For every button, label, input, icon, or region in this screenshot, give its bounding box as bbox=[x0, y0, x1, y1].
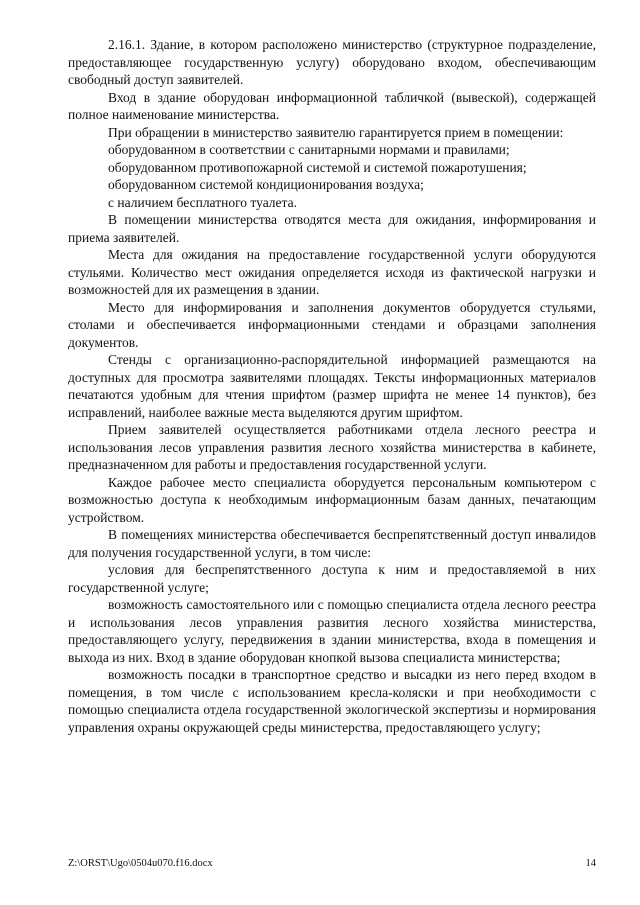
paragraph-workplace: Каждое рабочее место специалиста оборудуется персональным компьютером с возможностью доступа к необходимым информационным базам данных, печатающим устройством. bbox=[68, 474, 596, 525]
list-item-toilet: с наличием бесплатного туалета. bbox=[108, 194, 297, 210]
footer-file-path: Z:\ORST\Ugo\0504u070.f16.docx bbox=[68, 858, 213, 869]
paragraph-info-stands: Стенды с организационно-распорядительной информацией размещаются на доступных для просмотра заявителями площадях. Тексты информационных материалов печатаются удобным для чтения шрифтом (размер шрифта не менее 14 пунктов), без исправлений, наиболее важные места выделяются другим шрифтом. bbox=[68, 352, 596, 420]
paragraph-info-sign: Вход в здание оборудован информационной табличкой (вывеской), содержащей полное наименование министерства. bbox=[68, 89, 596, 122]
page-footer bbox=[68, 858, 596, 869]
list-item-sanitary: оборудованном в соответствии с санитарными нормами и правилами; bbox=[108, 142, 510, 157]
paragraph-reception-guarantee: При обращении в министерство заявителю гарантируется прием в помещении: bbox=[108, 124, 564, 140]
list-item-access-conditions: условия для беспрепятственного доступа к ним и предоставляемой в них государственной услуге; bbox=[68, 562, 596, 595]
list-item-transport: возможность посадки в транспортное средство и высадки из него перед входом в помещения, в том числе с использованием кресла-коляски и при необходимости с помощью специалиста отдела государственной экологической экспертизы и нормирования управления охраны окружающей среды министерства, предоставляющего услугу; bbox=[68, 667, 596, 735]
paragraph-info-place: Место для информирования и заполнения документов оборудуется стульями, столами и обеспечивается информационными стендами и образцами заполнения документов. bbox=[68, 299, 596, 350]
paragraph-reception-staff: Прием заявителей осуществляется работниками отдела лесного реестра и использования лесов управления развития лесного хозяйства министерства в кабинете, предназначенном для работы и предоставления государственной услуги. bbox=[68, 422, 596, 472]
paragraph-waiting-chairs: Места для ожидания на предоставление государственной услуги оборудуются стульями. Количество мест ожидания определяется исходя из фактической нагрузки и возможностей для их размещения в здании. bbox=[68, 247, 596, 297]
paragraph-disabled-access: В помещениях министерства обеспечивается беспрепятственный доступ инвалидов для получения государственной услуги, в том числе: bbox=[68, 527, 596, 560]
paragraph-building-entrance: 2.16.1. Здание, в котором расположено министерство (структурное подразделение, предоставляющее государственную услугу) оборудовано входом, обеспечивающим свободный доступ заявителей. bbox=[68, 37, 596, 87]
list-item-movement: возможность самостоятельного или с помощью специалиста отдела лесного реестра и использования лесов управления развития лесного хозяйства министерства, предоставляющего услугу, передвижения в здании министерства, входа в помещения и выхода из них. Вход в здание оборудован кнопкой вызова специалиста министерства; bbox=[68, 597, 596, 665]
list-item-air-conditioning: оборудованном системой кондиционирования воздуха; bbox=[108, 177, 424, 192]
paragraph-waiting-areas: В помещении министерства отводятся места для ожидания, информирования и приема заявителей. bbox=[68, 212, 596, 245]
footer-page-number: 14 bbox=[585, 858, 596, 869]
list-item-fire-system: оборудованном противопожарной системой и системой пожаротушения; bbox=[108, 159, 527, 175]
